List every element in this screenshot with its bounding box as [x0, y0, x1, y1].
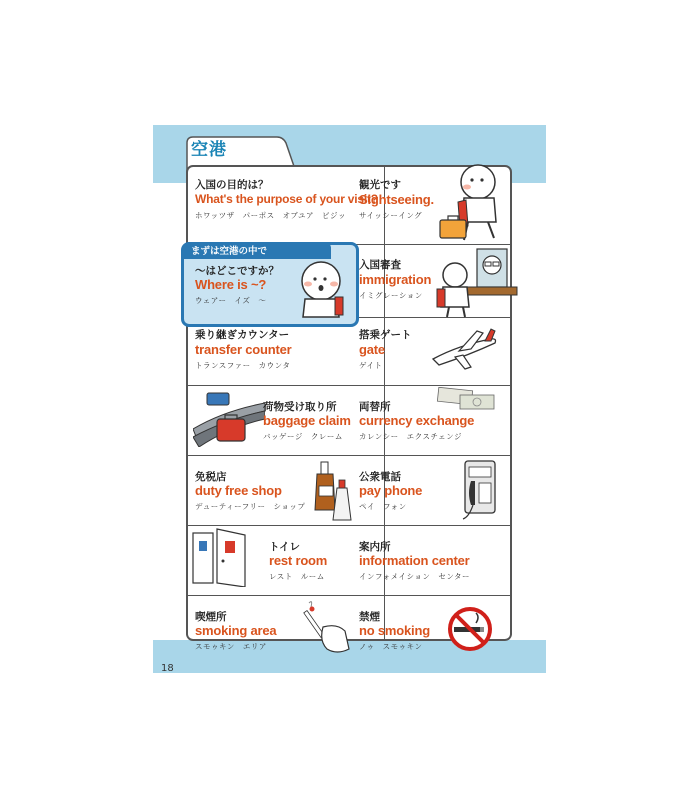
phrase-ja: 免税店	[195, 471, 227, 483]
pay-phone-illustration	[459, 459, 499, 523]
phrase-kana: ウェアー イズ ～	[195, 296, 267, 305]
phrase-ja: 入国審査	[359, 259, 401, 271]
section-title: 空港	[191, 140, 227, 160]
phrase-ja: 禁煙	[359, 611, 380, 623]
immigration-illustration	[435, 245, 525, 320]
phrase-en: currency exchange	[359, 413, 475, 428]
phrase-kana: サイッシーイング	[359, 211, 423, 220]
phrase-kana: イミグレーション	[359, 291, 423, 300]
phrase-en: transfer counter	[195, 342, 292, 357]
phrase-kana: トランスファー カウンタ	[195, 361, 291, 370]
phrase-en: What's the purpose of your visit?	[195, 192, 378, 206]
restroom-doors-illustration	[191, 527, 255, 587]
phrase-en: Where is ~?	[195, 277, 267, 292]
phrase-kana: レスト ルーム	[269, 572, 325, 581]
phrase-ja: 観光です	[359, 179, 401, 191]
phrase-ja: 両替所	[359, 401, 391, 413]
phrase-en: baggage claim	[263, 413, 351, 428]
phrase-ja: 入国の目的は？	[195, 179, 269, 191]
phrase-en: Sightseeing.	[359, 192, 434, 207]
phrase-ja: 荷物受け取り所	[263, 401, 337, 413]
no-smoking-icon	[446, 605, 494, 653]
phrase-kana: ノゥ スモゥキン	[359, 642, 423, 651]
book-page	[153, 125, 546, 673]
character-illustration	[291, 257, 353, 319]
phrase-kana: ペイ フォン	[359, 502, 407, 511]
duty-free-bottles-illustration	[311, 460, 353, 522]
phrase-en: pay phone	[359, 483, 423, 498]
phrase-ja: 公衆電話	[359, 471, 401, 483]
smoking-hand-illustration	[303, 597, 351, 655]
phrase-en: gate	[359, 342, 385, 357]
phrase-en: information center	[359, 553, 470, 568]
phrase-ja: 搭乗ゲート	[359, 329, 412, 341]
phrase-en: rest room	[269, 553, 328, 568]
phrase-en: duty free shop	[195, 483, 282, 498]
phrase-kana: ホワッツザ パーポス オブユア ビジッ	[195, 211, 347, 220]
phrase-ja: ～はどこですか？	[195, 265, 279, 277]
highlight-label: まずは空港の中で	[191, 246, 268, 257]
phrase-kana: バッゲージ クレーム	[263, 432, 343, 441]
phrase-en: no smoking	[359, 623, 430, 638]
phrase-kana: ゲイト	[359, 361, 383, 370]
phrase-ja: 喫煙所	[195, 611, 227, 623]
phrase-kana: スモゥキン エリア	[195, 642, 267, 651]
phrase-kana: インフォメイション センター	[359, 572, 471, 581]
tourist-illustration	[438, 160, 513, 245]
phrase-en: immigration	[359, 272, 432, 287]
phrase-en: smoking area	[195, 623, 277, 638]
baggage-carousel-illustration	[193, 389, 265, 447]
phrase-kana: デューティーフリー ショップ	[195, 502, 306, 511]
phrase-ja: 乗り継ぎカウンター	[195, 329, 290, 341]
airplane-illustration	[429, 325, 499, 373]
banknotes-illustration	[436, 387, 498, 413]
phrase-kana: カレンシー エクスチェンジ	[359, 432, 462, 441]
page-number: 18	[161, 663, 174, 673]
phrase-ja: 案内所	[359, 541, 391, 553]
phrase-ja: トイレ	[269, 541, 300, 553]
